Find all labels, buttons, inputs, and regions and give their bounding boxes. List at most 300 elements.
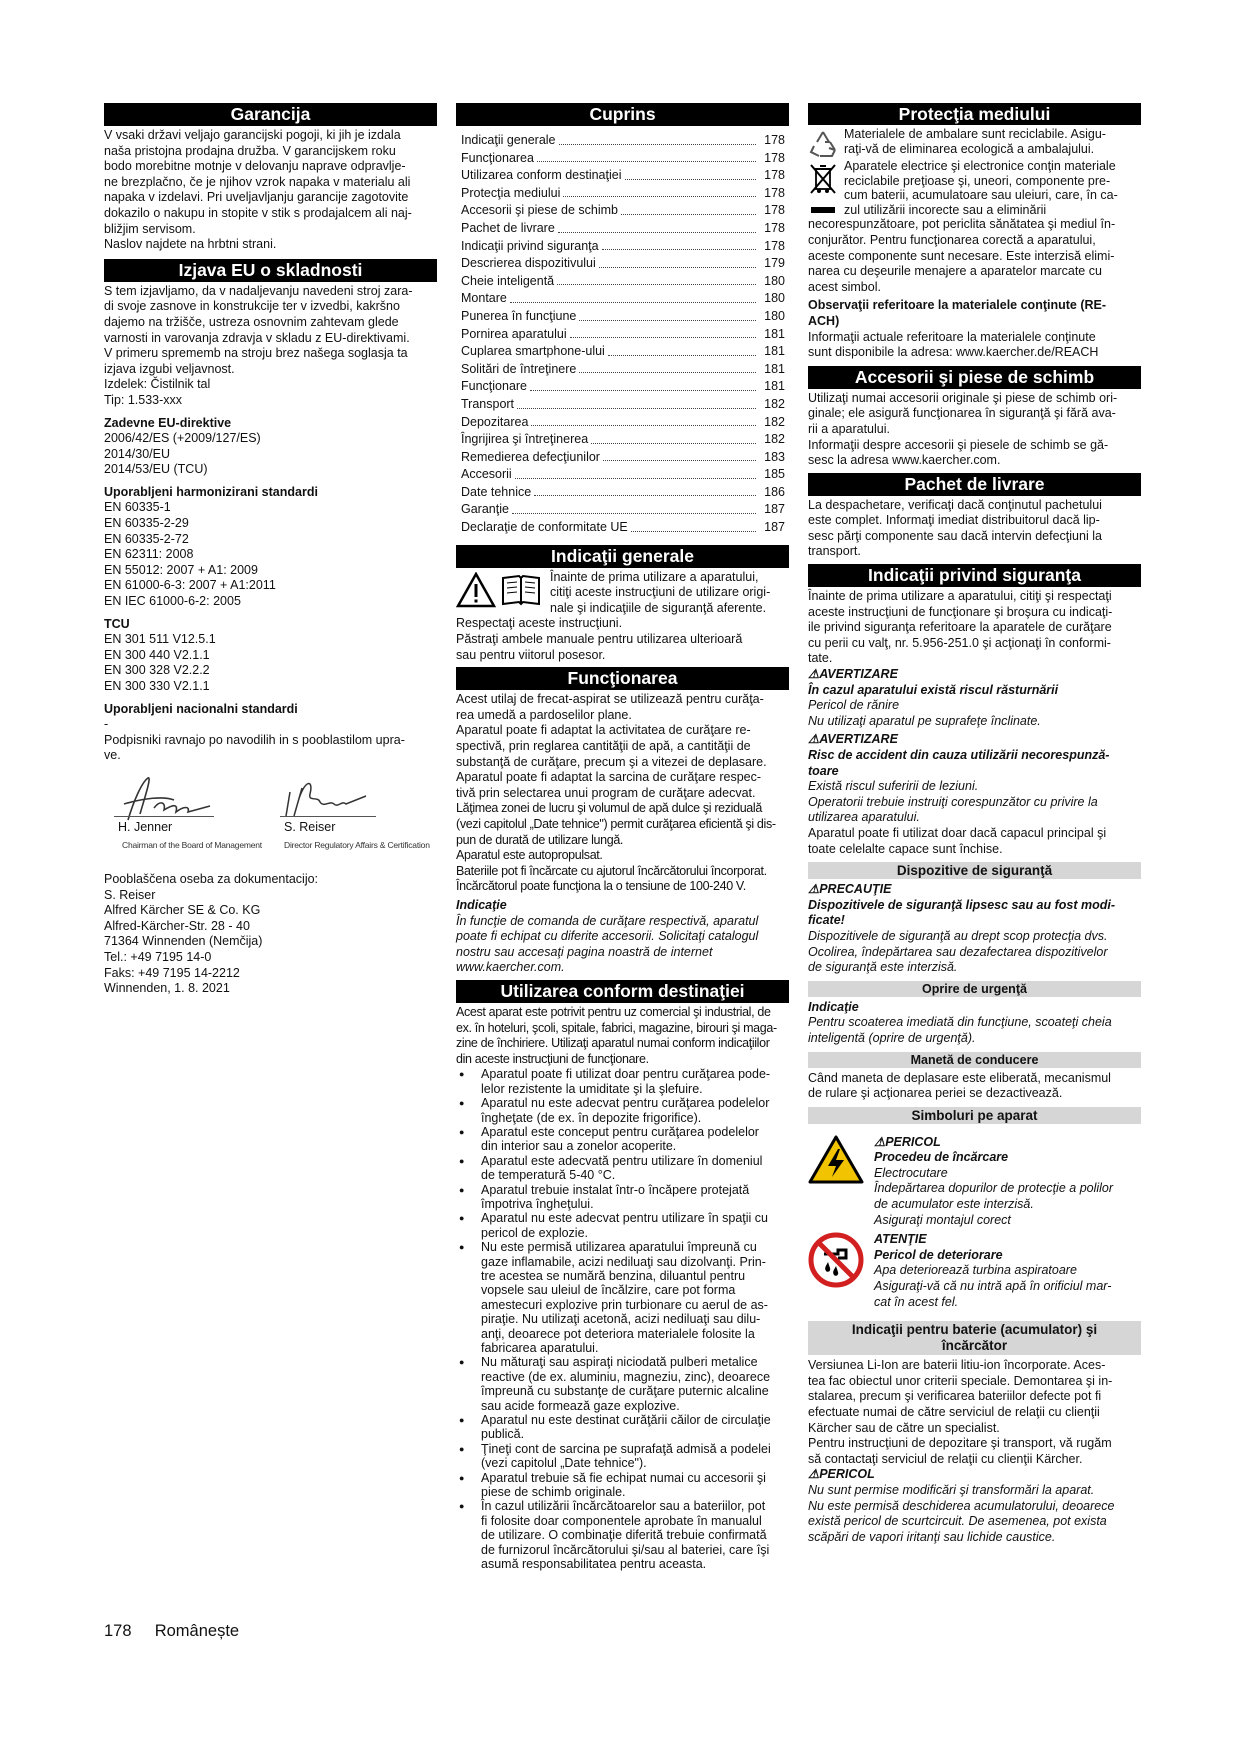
text-line: tea fac obiectul unor criterii speciale. Demontarea şi in- xyxy=(808,1373,1113,1388)
section-title-siguranta: Indicaţii privind siguranţa xyxy=(808,564,1141,587)
toc-entry-title: Utilizarea conform destinaţiei xyxy=(461,168,622,183)
toc-row[interactable] xyxy=(461,149,789,167)
manual-icons-block xyxy=(456,570,789,617)
toc-row[interactable] xyxy=(461,448,789,466)
list-item-line: Aparatul nu este adecvat pentru curăţarea podelelor xyxy=(481,1096,770,1111)
toc-leader-dots xyxy=(603,460,756,461)
toc-leader-dots xyxy=(510,302,756,303)
toc-entry-page: 185 xyxy=(764,467,785,482)
attention-title: Pericol de deteriorare xyxy=(874,1247,1003,1262)
list-item-line: piese de schimb originale. xyxy=(481,1485,626,1500)
standard: EN 60335-2-72 xyxy=(104,531,189,546)
signatory-1-name: H. Jenner xyxy=(118,819,173,834)
reach-title: ACH) xyxy=(808,313,840,328)
text-line: Informaţii actuale referitoare la materialele conţinute xyxy=(808,329,1096,344)
warning-triangle-icon xyxy=(456,572,496,608)
list-item-line: piraţie. Nu utilizaţi acetonă, acizi nediluaţi sau dilu- xyxy=(481,1312,761,1327)
toc-entry-page: 178 xyxy=(764,150,785,165)
bullet-icon: ● xyxy=(459,1155,465,1166)
standard: EN IEC 61000-6-2: 2005 xyxy=(104,594,241,609)
list-item xyxy=(456,1096,789,1125)
toc-row[interactable] xyxy=(461,465,789,483)
toc-entry-title: Declaraţie de conformitate UE xyxy=(461,520,628,535)
tcu-title: TCU xyxy=(104,616,130,631)
note-line: www.kaercher.com. xyxy=(456,960,565,975)
tcu-standard: EN 301 511 V12.5.1 xyxy=(104,632,216,647)
text-line: Aparatele electrice şi electronice conţin materiale xyxy=(844,159,1116,173)
contact-line: 71364 Winnenden (Nemčija) xyxy=(104,934,263,949)
toc-entry-title: Descrierea dispozitivului xyxy=(461,256,596,271)
list-item-line: de utilizare. O combinaţie diferită trebuie confirmată xyxy=(481,1528,767,1543)
list-item xyxy=(456,1471,789,1500)
bullet-icon: ● xyxy=(459,1357,465,1368)
text-line: napaka v izdelavi. Pri uveljavljanju garancije zagotovite xyxy=(104,190,409,205)
no-water-icon xyxy=(808,1232,864,1288)
bullet-icon: ● xyxy=(459,1069,465,1080)
toc-entry-title: Protecţia mediului xyxy=(461,185,561,200)
toc-row[interactable] xyxy=(461,272,789,290)
signatory-2-role: Director Regulatory Affairs & Certification xyxy=(284,839,430,850)
section-title-garancija: Garancija xyxy=(104,103,437,126)
toc-leader-dots xyxy=(534,495,756,496)
toc-entry-title: Solitări de întreţinere xyxy=(461,361,577,376)
note-line: În funcţie de comanda de curăţare respectivă, aparatul xyxy=(456,913,759,928)
section-title-protectia: Protecţia mediului xyxy=(808,103,1141,125)
danger-line: scăpări de vapori iritanţi sau lichide caustice. xyxy=(808,1529,1056,1544)
page-footer xyxy=(104,1622,239,1641)
caution-line: de siguranţă este interzisă. xyxy=(808,960,958,975)
list-item-line: amestecuri explozive prin turbionare cu aerul de as- xyxy=(481,1297,768,1312)
toc-row[interactable] xyxy=(461,325,789,343)
toc-entry-page: 178 xyxy=(764,185,785,200)
text-line: pun de durată de utilizare lungă. xyxy=(456,832,624,847)
toc-leader-dots xyxy=(512,513,756,514)
contact-line: Faks: +49 7195 14-2212 xyxy=(104,965,240,980)
toc-row[interactable] xyxy=(461,360,789,378)
toc-entry-page: 183 xyxy=(764,449,785,464)
text-line: Aparatul poate fi adaptat la activitatea de curăţare re- xyxy=(456,723,751,738)
toc-entry-title: Cuplarea smartphone-ului xyxy=(461,344,605,359)
warning-title: Risc de accident din cauza utilizării necorespunză- xyxy=(808,748,1110,762)
signatures xyxy=(104,764,437,860)
toc-row[interactable] xyxy=(461,307,789,325)
text-line: Materialele de ambalare sunt reciclabile. Asigu- xyxy=(844,127,1106,141)
list-item-line: gaze inflamabile, acizi nediluaţi sau dizolvanţi. Prin- xyxy=(481,1254,766,1269)
text-line: Bateriile pot fi încărcate cu ajutorul încărcătorului încorporat. xyxy=(456,863,767,878)
standard: EN 60335-1 xyxy=(104,500,171,515)
list-item-line: asumă responsabilitatea pentru aceasta. xyxy=(481,1557,707,1572)
toc-leader-dots xyxy=(625,179,757,180)
directive: 2014/30/EU xyxy=(104,446,171,461)
text-line: spectivă, prin reglarea cantităţii de apă, a cantităţii de xyxy=(456,739,751,753)
text-line: dajemo na tržišče, ustreza osnovnim zahtevam glede xyxy=(104,314,399,329)
note-line: Pentru scoaterea imediată din funcţiune, scoateţi cheia xyxy=(808,1015,1112,1030)
text-line: să contactaţi serviciul de relaţii cu clienţii Kärcher. xyxy=(808,1451,1083,1466)
text-line: Înainte de prima utilizare a aparatului, xyxy=(550,569,759,584)
text-line: sunt disponibile la adresa: www.kaercher.de/REACH xyxy=(808,345,1099,360)
page-language: Românește xyxy=(154,1622,240,1640)
toc-entry-title: Accesorii şi piese de schimb xyxy=(461,203,619,218)
contact-line: S. Reiser xyxy=(104,887,156,902)
text-line: dokazilo o nakupu in stopite v stik s prodajalcem ali naj- xyxy=(104,205,412,220)
list-item-line: publică. xyxy=(481,1427,525,1442)
list-item xyxy=(456,1125,789,1154)
signature-jenner-icon xyxy=(114,770,234,826)
list-item-line: din interior sau a zonelor acoperite. xyxy=(481,1139,677,1154)
text-line: naša pristojna prodajna družba. V garancijskem roku xyxy=(104,143,396,158)
toc-entry-title: Depozitarea xyxy=(461,414,529,429)
attention-label: ATENŢIE xyxy=(874,1232,927,1247)
text-line: acest simbol. xyxy=(808,279,881,294)
list-item xyxy=(456,1413,789,1442)
toc-entry-page: 181 xyxy=(764,326,785,341)
toc-row[interactable] xyxy=(461,500,789,518)
toc-leader-dots xyxy=(602,249,756,250)
toc-leader-dots xyxy=(579,320,756,321)
text-line: raţi-vă de eliminarea ecologică a ambalajului. xyxy=(844,141,1095,156)
text-line: sesc părţi componente sau dacă intervin defecţiuni la xyxy=(808,528,1102,543)
toc-entry-page: 182 xyxy=(764,414,785,429)
subsection-oprire: Oprire de urgenţă xyxy=(808,981,1141,997)
text-line: bližjim servisom. xyxy=(104,221,196,236)
warning-title: În cazul aparatului există riscul răsturnării xyxy=(808,682,1059,697)
text-line: tivă prin selectarea unui program de curăţare adecvat. xyxy=(456,785,756,800)
list-item-line: Ţineţi cont de sarcina pe suprafaţă admisă a podelei xyxy=(481,1441,771,1456)
text-line: narea cu deşeurile menajere a aparatelor marcate cu xyxy=(808,264,1102,279)
toc-row[interactable] xyxy=(461,483,789,501)
subsection-baterie xyxy=(808,1321,1141,1355)
danger-line: de acumulator este interzisă. xyxy=(874,1197,1034,1212)
danger-line: există pericol de scurtcircuit. De asemenea, pot exista xyxy=(808,1514,1107,1529)
danger-line: Îndepărtarea dopurilor de protecţie a polilor xyxy=(874,1181,1114,1196)
column-1 xyxy=(104,103,437,997)
bullet-icon: ● xyxy=(459,1472,465,1483)
toc-leader-dots xyxy=(558,232,756,233)
garancija-text xyxy=(104,128,437,253)
subsection-simboluri: Simboluri pe aparat xyxy=(808,1107,1141,1124)
toc-leader-dots xyxy=(621,214,756,215)
toc-leader-dots xyxy=(515,478,756,479)
list-item-line: Aparatul trebuie să fie echipat numai cu accesorii şi xyxy=(481,1470,766,1485)
subsection-title-line: încărcător xyxy=(941,1338,1008,1354)
toc-entry-title: Pachet de livrare xyxy=(461,220,555,235)
directive: 2006/42/ES (+2009/127/ES) xyxy=(104,431,261,446)
list-item-line: Aparatul trebuie instalat într-o încăpere protejată xyxy=(481,1182,750,1197)
standard: EN 62311: 2008 xyxy=(104,547,194,562)
toc-entry-page: 178 xyxy=(764,133,785,147)
contact-line: Tel.: +49 7195 14-0 xyxy=(104,949,212,964)
toc-entry-page: 179 xyxy=(764,256,785,271)
text-line: Informaţii despre accesorii şi piesele de schimb se gă- xyxy=(808,437,1109,452)
toc-leader-dots xyxy=(570,337,756,338)
toc-row[interactable] xyxy=(461,289,789,307)
national-standards-value: - xyxy=(104,717,109,732)
section-title-functionarea: Funcţionarea xyxy=(456,667,789,690)
text-line: aceste componente sunt necesare. Este interzisă elimi- xyxy=(808,248,1115,263)
subsection-title-line: Indicaţii pentru baterie (acumulator) şi xyxy=(851,1322,1098,1338)
toc-leader-dots xyxy=(537,161,756,162)
toc-row[interactable] xyxy=(461,131,789,149)
list-item-line: anţi, deoarece pot deteriora materialele folosite la xyxy=(481,1326,755,1341)
caution-label: ⚠PRECAUŢIE xyxy=(808,882,892,897)
bullet-icon: ● xyxy=(459,1242,465,1253)
caution-line: Ocolirea, îndepărtarea sau dezafectarea dispozitivelor xyxy=(808,944,1108,959)
electric-hazard-icon xyxy=(808,1135,864,1185)
directive: 2014/53/EU (TCU) xyxy=(104,462,208,477)
toc-row[interactable] xyxy=(461,518,789,536)
text-line: V vsaki državi veljajo garancijski pogoji, ki jih je izdala xyxy=(104,128,401,142)
toc-entry-page: 187 xyxy=(764,502,785,517)
toc-leader-dots xyxy=(591,443,756,444)
bullet-icon: ● xyxy=(459,1415,465,1426)
text-line: necorespunzătoare, pot periclita sănătatea şi mediul în- xyxy=(808,217,1116,232)
text-line: Lăţimea zonei de lucru şi volumul de apă dulce şi reziduală xyxy=(456,801,762,816)
toc-leader-dots xyxy=(559,144,756,145)
list-item-line: Aparatul nu este destinat curăţării căilor de circulaţie xyxy=(481,1413,771,1428)
toc-row[interactable] xyxy=(461,166,789,184)
list-item-line: îngheţate (de ex. în depozite frigorifice). xyxy=(481,1110,702,1125)
subsection-dispozitive: Dispozitive de siguranţă xyxy=(808,862,1141,879)
text-line: cum baterii, acumulatoare sau uleiuri, care, în ca- xyxy=(844,188,1118,203)
text-line: Kärcher sau de către un specialist. xyxy=(808,1420,1000,1435)
text-line: substanţă de curăţare, precum şi a vitezei de deplasare. xyxy=(456,754,767,769)
contact-line: Alfred Kärcher SE & Co. KG xyxy=(104,903,261,918)
manual-book-icon xyxy=(500,572,542,608)
danger-line: Electrocutare xyxy=(874,1165,948,1180)
text-line: La despachetare, verificaţi dacă conţinutul pachetului xyxy=(808,497,1102,512)
national-standards-title: Uporabljeni nacionalni standardi xyxy=(104,701,298,716)
toc-entry-page: 178 xyxy=(764,203,785,218)
text-line: este complet. Informaţi imediat distribuitorul dacă lip- xyxy=(808,513,1100,528)
list-item-line: fabricarea aparatului. xyxy=(481,1341,599,1355)
list-item-line: Aparatul este adecvată pentru utilizare în domeniul xyxy=(481,1153,763,1168)
directives-title: Zadevne EU-direktive xyxy=(104,415,232,430)
list-item-line: tre acestea se numără benzina, diluantul pentru xyxy=(481,1268,746,1283)
standards-title: Uporabljeni harmonizirani standardi xyxy=(104,484,318,499)
danger-label: ⚠PERICOL xyxy=(874,1134,941,1149)
toc-entry-title: Funcţionarea xyxy=(461,150,534,165)
symbol-water-block xyxy=(808,1232,1141,1310)
note-title: Indicaţie xyxy=(808,999,859,1014)
toc-entry-page: 178 xyxy=(764,238,785,253)
bullet-icon: ● xyxy=(459,1184,465,1195)
signature-reiser-icon xyxy=(280,772,380,822)
toc-entry-title: Pornirea aparatului xyxy=(461,326,567,341)
list-item-line: împotriva îngheţului. xyxy=(481,1196,594,1211)
toc-row[interactable] xyxy=(461,219,789,237)
caution-title: ficate! xyxy=(808,913,845,928)
text-line: Acest utilaj de frecat-aspirat se utilizează pentru curăţa- xyxy=(456,692,764,707)
toc-row[interactable] xyxy=(461,342,789,360)
list-item-line: În cazul utilizării încărcătoarelor sau a bateriilor, pot xyxy=(481,1499,766,1514)
text-line: izjava izgubi veljavnost. xyxy=(104,361,235,376)
toc-entry-page: 180 xyxy=(764,273,785,288)
toc-leader-dots xyxy=(531,425,756,426)
crossed-bin-icon xyxy=(808,161,838,217)
toc-leader-dots xyxy=(530,390,756,391)
list-item-line: Aparatul poate fi utilizat doar pentru curăţarea pode- xyxy=(481,1067,771,1082)
toc-leader-dots xyxy=(557,284,756,285)
note-line: inteligentă (oprire de urgenţă). xyxy=(808,1030,976,1045)
list-item-line: reactive (de ex. aluminiu, magneziu, zinc), deoarece xyxy=(481,1369,771,1384)
attention-line: Apa deteriorează turbina aspiratoare xyxy=(874,1263,1077,1278)
text-line: Încărcătorul poate funcţiona la o tensiune de 100-240 V. xyxy=(456,879,746,894)
bullet-icon: ● xyxy=(459,1443,465,1454)
text-line: ginale; ele asigură funcţionarea în siguranţă şi fără ava- xyxy=(808,406,1116,421)
text-line: efectuate numai de către serviciul de relaţii cu clienţii xyxy=(808,1405,1100,1419)
table-of-contents xyxy=(456,128,789,536)
toc-entry-title: Garanţie xyxy=(461,502,509,517)
signatory-2-name: S. Reiser xyxy=(284,819,336,834)
text-line: de rulare şi acţionarea periei se dezactivează. xyxy=(808,1086,1063,1101)
page-number: 178 xyxy=(104,1622,132,1640)
toc-row[interactable] xyxy=(461,184,789,202)
text-line: Podpisniki ravnajo po navodilih in s pooblastilom upra- xyxy=(104,732,405,747)
text-line: ve. xyxy=(104,748,121,763)
toc-entry-page: 180 xyxy=(764,308,785,323)
toc-leader-dots xyxy=(579,372,756,373)
toc-leader-dots xyxy=(517,408,756,409)
text-line: bodo morebitne motnje v delovanju naprave odpravlje- xyxy=(104,159,406,174)
text-line: nale şi indicaţiile de siguranţă aferente. xyxy=(550,600,767,615)
toc-row[interactable] xyxy=(461,413,789,431)
list-item xyxy=(456,1442,789,1471)
bullet-icon: ● xyxy=(459,1126,465,1137)
danger-line: Nu este permisă deschiderea acumulatorului, deoarece xyxy=(808,1498,1115,1513)
column-3 xyxy=(808,103,1141,1545)
section-title-cuprins: Cuprins xyxy=(456,103,789,126)
toc-row[interactable] xyxy=(461,430,789,448)
izjava-text xyxy=(104,284,437,409)
note-title: Indicaţie xyxy=(456,897,507,912)
text-line: V primeru sprememb na stroju brez našega soglasja ta xyxy=(104,346,408,361)
toc-entry-page: 181 xyxy=(764,344,785,359)
attention-line: Asiguraţi-vă că nu intră apă în orificiul mar- xyxy=(874,1279,1112,1294)
list-item xyxy=(456,1211,789,1240)
caution-title: Dispozitivele de siguranţă lipsesc sau au fost modi- xyxy=(808,897,1116,912)
standard: EN 61000-6-3: 2007 + A1:2011 xyxy=(104,578,276,593)
text-line: Când maneta de deplasare este eliberată, mecanismul xyxy=(808,1070,1111,1085)
text-line: stalarea, precum şi verificarea bateriilor defecte pot fi xyxy=(808,1389,1102,1404)
recycle-block xyxy=(808,127,1141,159)
toc-entry-title: Remedierea defecţiunilor xyxy=(461,449,600,464)
toc-row[interactable] xyxy=(461,237,789,255)
bullet-icon: ● xyxy=(459,1213,465,1224)
list-item xyxy=(456,1499,789,1571)
warning-title: toare xyxy=(808,763,839,778)
contact-line: Winnenden, 1. 8. 2021 xyxy=(104,981,230,996)
toc-row[interactable] xyxy=(461,377,789,395)
section-title-izjava: Izjava EU o skladnosti xyxy=(104,259,437,282)
subsection-maneta: Manetă de conducere xyxy=(808,1052,1141,1068)
text-line: Aparatul este autopropulsat. xyxy=(456,848,603,863)
toc-entry-page: 182 xyxy=(764,396,785,411)
list-item-line: lelor rezistente la umiditate şi la şlefuire. xyxy=(481,1081,703,1096)
toc-entry-title: Indicaţii generale xyxy=(461,133,556,147)
text-line: zine de închiriere. Utilizaţi aparatul numai conform indicaţiilor xyxy=(456,1036,770,1051)
list-item-line: vopsele sau uleiul de încălzire, care pot forma xyxy=(481,1283,736,1298)
text-line: Utilizaţi numai accesorii originale şi piese de schimb ori- xyxy=(808,390,1118,405)
column-2 xyxy=(456,103,789,1572)
list-item-line: Aparatul este conceput pentru curăţarea podelelor xyxy=(481,1124,759,1139)
toc-entry-page: 186 xyxy=(764,484,785,499)
warning-line: Operatorii trebuie instruiţi corespunzător cu privire la xyxy=(808,794,1098,809)
text-line: din aceste instrucţiuni de funcţionare. xyxy=(456,1051,649,1066)
tcu-standard: EN 300 330 V2.1.1 xyxy=(104,679,210,693)
list-item-line: (vezi capitolul „Date tehnice"). xyxy=(481,1456,647,1471)
list-item-line: de furnizorul încărcătorului şi/sau al bateriei, care îşi xyxy=(481,1542,770,1557)
list-item xyxy=(456,1154,789,1183)
list-item-line: Aparatul nu este adecvat pentru utilizare în spaţii cu xyxy=(481,1211,768,1226)
attention-line: cat în acest fel. xyxy=(874,1294,959,1309)
tcu-standard: EN 300 328 V2.2.2 xyxy=(104,663,210,678)
usage-bullet-list xyxy=(456,1067,789,1571)
recycle-icon xyxy=(808,129,838,159)
list-item-line: Nu este permisă utilizarea aparatului împreună cu xyxy=(481,1240,757,1255)
contact-line: Alfred-Kärcher-Str. 28 - 40 xyxy=(104,918,250,933)
text-line: cu perii cu valţ, nr. 5.956-251.0 şi acţionaţi în conformi- xyxy=(808,635,1111,650)
text-line: varnosti in varovanja zdravja v skladu z EU-direktivami. xyxy=(104,330,410,345)
text-line: Înainte de prima utilizare a aparatului, citiţi şi respectaţi xyxy=(808,589,1112,604)
text-line: Izdelek: Čistilnik tal xyxy=(104,377,211,392)
danger-label: ⚠PERICOL xyxy=(808,1467,875,1482)
toc-entry-title: Montare xyxy=(461,291,507,306)
danger-line: Nu sunt permise modificări şi transformări la aparat. xyxy=(808,1482,1095,1497)
text-line: ex. în hoteluri, şcoli, spitale, fabrici, magazine, birouri şi maga- xyxy=(456,1020,777,1035)
signatory-1-role: Chairman of the Board of Management xyxy=(122,839,262,850)
bullet-icon: ● xyxy=(459,1098,465,1109)
toc-row[interactable] xyxy=(461,201,789,219)
list-item xyxy=(456,1067,789,1096)
list-item-line: pericol de explozie. xyxy=(481,1225,589,1240)
bullet-icon: ● xyxy=(459,1501,465,1512)
list-item-line: împreună cu substanţe de curăţare puternic alcaline xyxy=(481,1384,769,1399)
toc-entry-title: Îngrijirea şi întreţinerea xyxy=(461,432,589,447)
note-line: poate fi echipat cu diferite accesorii. Solicitaţi catalogul xyxy=(456,929,759,944)
text-line: rea umedă a pardoselilor plane. xyxy=(456,707,632,722)
toc-entry-title: Date tehnice xyxy=(461,484,532,499)
toc-entry-page: 178 xyxy=(764,220,785,235)
toc-row[interactable] xyxy=(461,254,789,272)
text-line: reciclabile preţioase şi, uneori, componente pre- xyxy=(844,173,1111,188)
toc-entry-page: 181 xyxy=(764,379,785,394)
list-item-line: fi folosite doar componentele aprobate în manualul xyxy=(481,1513,762,1528)
text-line: Tip: 1.533-xxx xyxy=(104,392,183,407)
text-line: rii a aparatului. xyxy=(808,421,890,436)
text-line: ne brezplačno, če je njihov vzrok napaka v materialu ali xyxy=(104,174,411,189)
toc-entry-title: Cheie inteligentă xyxy=(461,273,555,288)
list-item-line: de temperatură 5-40 °C. xyxy=(481,1168,616,1183)
toc-entry-page: 187 xyxy=(764,520,785,535)
text-line: Aparatul poate fi adaptat la sarcina de curăţare respec- xyxy=(456,770,762,785)
warning-line: Pericol de rănire xyxy=(808,698,900,713)
toc-leader-dots xyxy=(631,531,756,532)
text-line: Acest aparat este potrivit pentru uz comercial şi industrial, de xyxy=(456,1004,771,1019)
text-line: transport. xyxy=(808,544,861,559)
toc-leader-dots xyxy=(563,196,756,197)
toc-row[interactable] xyxy=(461,395,789,413)
danger-title: Procedeu de încărcare xyxy=(874,1150,1009,1165)
weee-block xyxy=(808,159,1141,217)
text-line: Naslov najdete na hrbtni strani. xyxy=(104,237,277,252)
toc-entry-title: Punerea în funcţiune xyxy=(461,308,577,323)
text-line: conjurător. Pentru funcţionarea corectă a aparatului, xyxy=(808,232,1096,247)
text-line: S tem izjavljamo, da v nadaljevanju navedeni stroj zara- xyxy=(104,283,413,298)
text-line: di svoje zasnove in konstrukcije ter v izvedbi, kakršno xyxy=(104,299,400,314)
text-line: ile privind siguranţa referitoare la aparatele de curăţare xyxy=(808,620,1112,635)
warning-line: Nu utilizaţi aparatul pe suprafeţe înclinate. xyxy=(808,713,1041,728)
standard: EN 60335-2-29 xyxy=(104,516,189,531)
